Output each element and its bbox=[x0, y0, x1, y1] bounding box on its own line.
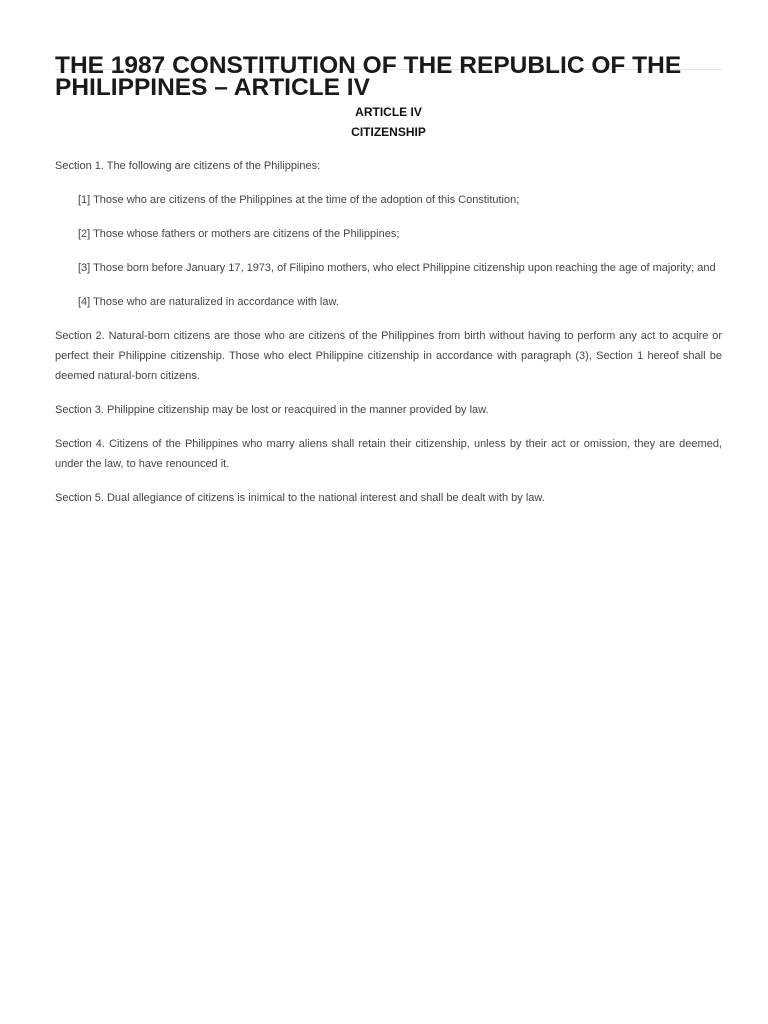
section-1: Section 1. The following are citizens of the Philippines: bbox=[55, 160, 321, 172]
article-number: ARTICLE IV bbox=[355, 105, 422, 119]
section-5: Section 5. Dual allegiance of citizens is inimical to the national interest and shall be dealt with by law. bbox=[55, 492, 545, 504]
document-title: THE 1987 CONSTITUTION OF THE REPUBLIC OF THE PHILIPPINES – ARTICLE IV bbox=[55, 52, 682, 101]
section-1-item-2: [2] Those whose fathers or mothers are citizens of the Philippines; bbox=[78, 228, 400, 240]
article-subject: CITIZENSHIP bbox=[351, 125, 426, 139]
document-page bbox=[55, 52, 722, 508]
section-3: Section 3. Philippine citizenship may be lost or reacquired in the manner provided by law. bbox=[55, 404, 489, 416]
section-1-item-1: [1] Those who are citizens of the Philippines at the time of the adoption of this Constitution; bbox=[78, 194, 520, 206]
section-4: Section 4. Citizens of the Philippines who marry aliens shall retain their citizenship, unless by their act or omission, they are deemed, under the law, to have renounced it. bbox=[55, 438, 722, 470]
section-2: Section 2. Natural-born citizens are those who are citizens of the Philippines from birth without having to perform any act to acquire or perfect their Philippine citizenship. Those who elect Philippine citizenship in accordance with paragraph (3), Section 1 hereof shall be deemed natural-born citizens. bbox=[55, 330, 722, 382]
section-1-item-4: [4] Those who are naturalized in accordance with law. bbox=[78, 296, 339, 308]
section-1-item-3: [3] Those born before January 17, 1973, of Filipino mothers, who elect Philippine citizenship upon reaching the age of majority; and bbox=[78, 262, 716, 274]
